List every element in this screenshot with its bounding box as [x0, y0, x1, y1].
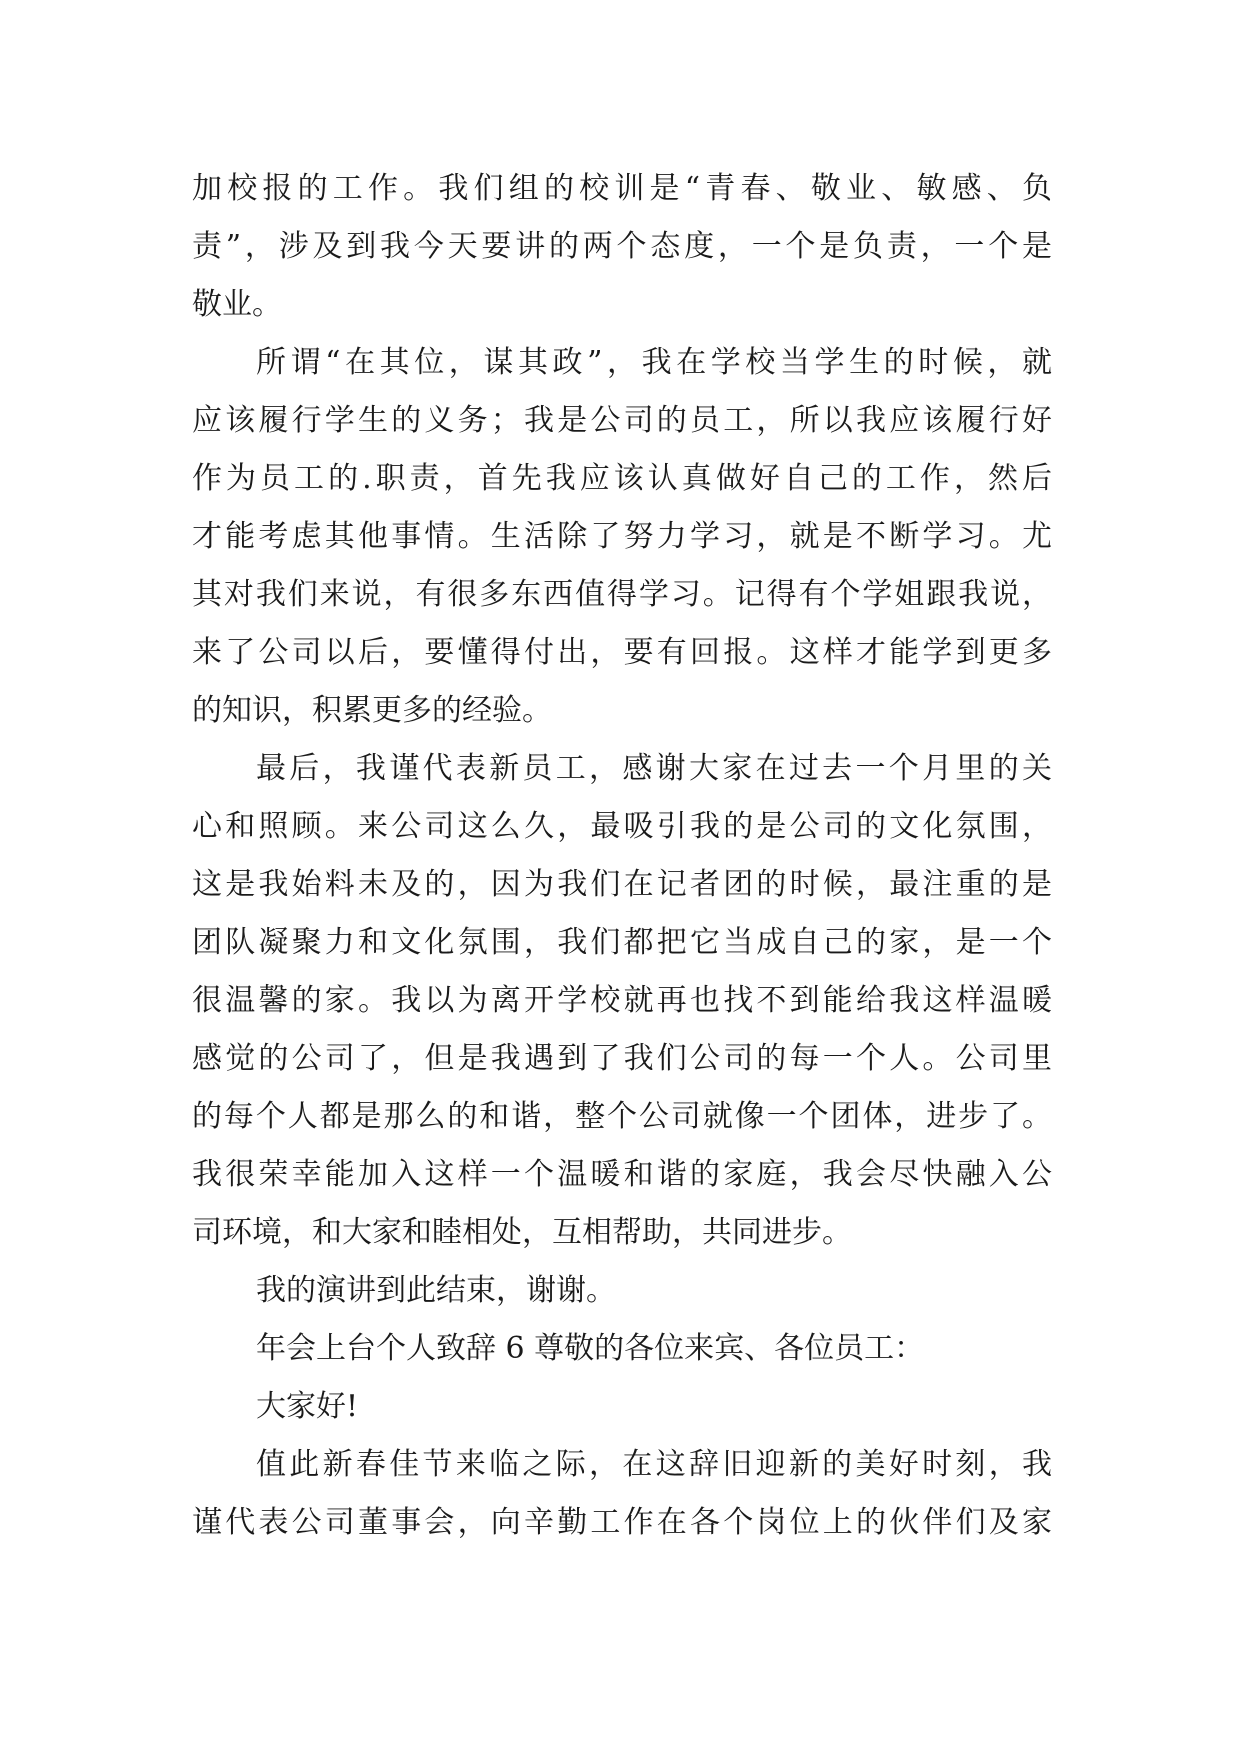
text-line: 的每个人都是那么的和谐，整个公司就像一个团体，进步了。 — [192, 1099, 1052, 1134]
text-line: 很温馨的家。我以为离开学校就再也找不到能给我这样温暖 — [192, 983, 1052, 1018]
text-line: 敬业。 — [192, 287, 282, 322]
text-line: 团队凝聚力和文化氛围，我们都把它当成自己的家，是一个 — [192, 925, 1052, 960]
text-line: 谨代表公司董事会，向辛勤工作在各个岗位上的伙伴们及家 — [192, 1505, 1052, 1540]
text-line: 我很荣幸能加入这样一个温暖和谐的家庭，我会尽快融入公 — [192, 1157, 1052, 1192]
text-line: 加校报的工作。我们组的校训是“青春、敬业、敏感、负 — [192, 171, 1052, 206]
text-line: 最后，我谨代表新员工，感谢大家在过去一个月里的关 — [256, 751, 1052, 786]
text-line: 值此新春佳节来临之际，在这辞旧迎新的美好时刻，我 — [256, 1447, 1052, 1482]
text-line: 作为员工的.职责，首先我应该认真做好自己的工作，然后 — [192, 461, 1052, 496]
text-line: 我的演讲到此结束，谢谢。 — [256, 1273, 616, 1308]
text-line: 感觉的公司了，但是我遇到了我们公司的每一个人。公司里 — [192, 1041, 1052, 1076]
text-line: 责”，涉及到我今天要讲的两个态度，一个是负责，一个是 — [192, 229, 1052, 264]
text-line: 应该履行学生的义务；我是公司的员工，所以我应该履行好 — [192, 403, 1052, 438]
text-line: 的知识，积累更多的经验。 — [192, 693, 552, 728]
text-line: 司环境，和大家和睦相处，互相帮助，共同进步。 — [192, 1215, 852, 1250]
text-line: 大家好! — [256, 1389, 359, 1424]
text-line: 所谓“在其位，谋其政”，我在学校当学生的时候，就 — [256, 345, 1052, 380]
text-line: 来了公司以后，要懂得付出，要有回报。这样才能学到更多 — [192, 635, 1052, 670]
text-line: 才能考虑其他事情。生活除了努力学习，就是不断学习。尤 — [192, 519, 1052, 554]
text-line: 年会上台个人致辞 6 尊敬的各位来宾、各位员工： — [256, 1331, 925, 1366]
text-line: 其对我们来说，有很多东西值得学习。记得有个学姐跟我说， — [192, 577, 1052, 612]
text-line: 这是我始料未及的，因为我们在记者团的时候，最注重的是 — [192, 867, 1052, 902]
body-text — [192, 160, 1052, 1552]
text-line: 心和照顾。来公司这么久，最吸引我的是公司的文化氛围， — [192, 809, 1052, 844]
